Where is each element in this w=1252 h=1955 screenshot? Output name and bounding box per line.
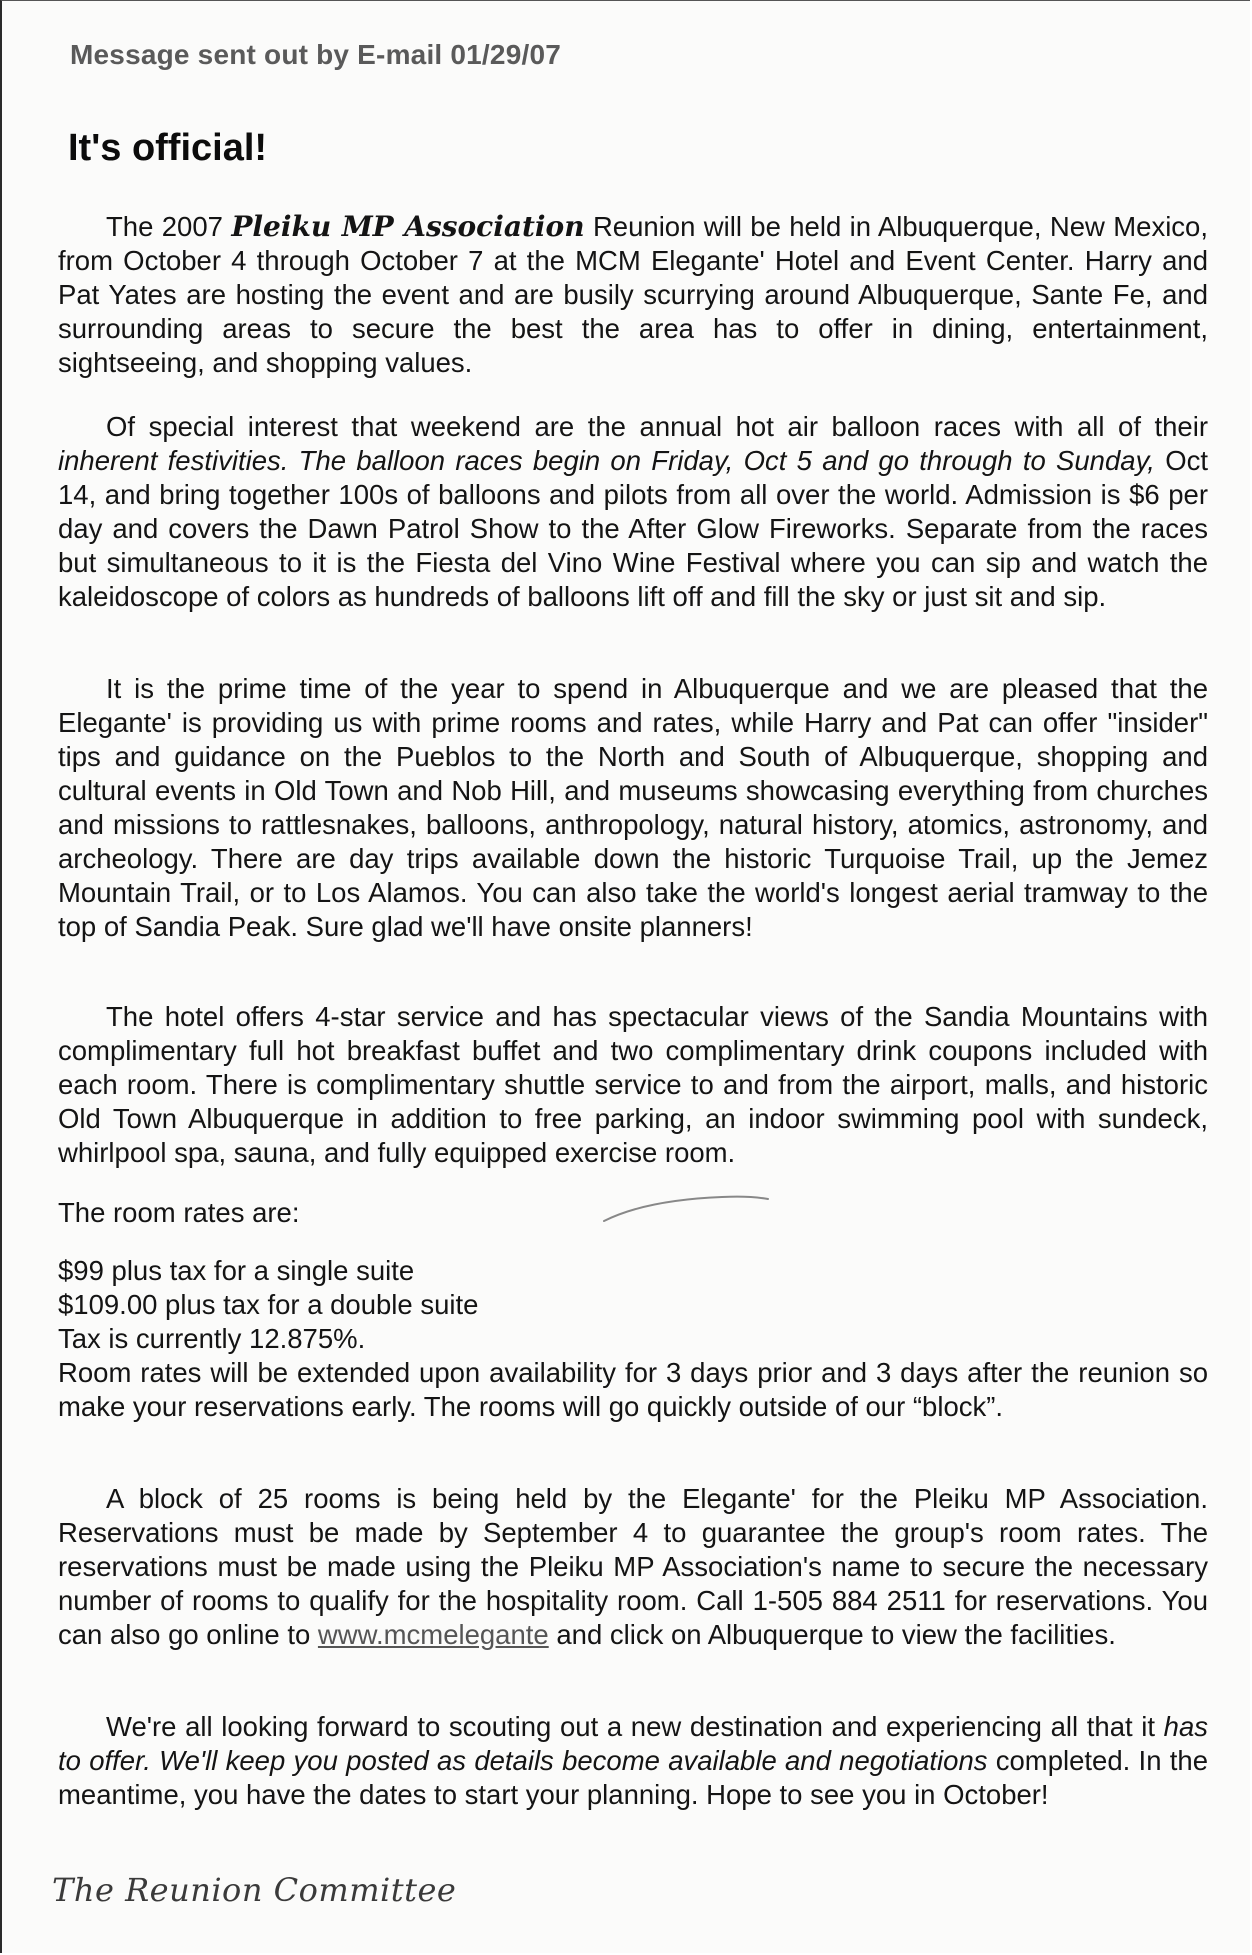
paragraph-lead: The 2007 xyxy=(106,211,223,242)
email-sent-line: Message sent out by E-mail 01/29/07 xyxy=(70,39,561,70)
paragraph-italic-part: has to offer. We'll keep you posted as details become available and negotiations xyxy=(58,1711,1208,1776)
tax-rate: Tax is currently 12.875%. xyxy=(58,1323,366,1354)
pen-mark xyxy=(602,1187,772,1227)
rate-double-suite: $109.00 plus tax for a double suite xyxy=(58,1289,479,1320)
signature: The Reunion Committee xyxy=(52,1871,457,1909)
rate-extension-note: Room rates will be extended upon availability for 3 days prior and 3 days after the reunion so make your reservations early. The rooms will go quickly outside of our “block”. xyxy=(58,1357,1208,1422)
paragraph-part: A block of 25 rooms is being held by the Elegante' for the Pleiku MP Association. Reservations must be made by September 4 to guarantee the group's room rates. The reservations must be made using the Pleiku MP Association's name to secure the necessary number of rooms to qualify for the hospitality room. Call 1-505 884 2511 for reservations. You can also go online to xyxy=(58,1483,1208,1650)
paragraph-rest: Reunion will be held in Albuquerque, New Mexico, from October 4 through October 7 at the MCM Elegante' Hotel and Event Center. Harry and Pat Yates are hosting the event and are busily scurrying around Albuquerque, Sante Fe, and surrounding areas to secure the best the area has to offer in dining, entertainment, sightseeing, and shopping values. xyxy=(58,211,1208,378)
rate-single-suite: $99 plus tax for a single suite xyxy=(58,1255,415,1286)
paragraph-prime-time: It is the prime time of the year to spend in Albuquerque and we are pleased that the Elegante' is providing us with prime rooms and rates, while Harry and Pat can offer "insider" tips and guidance on the Pueblos to the North and South of Albuquerque, shopping and cultural events in Old Town and Nob Hill, and museums showcasing everything from churches and missions to rattlesnakes, balloons, anthropology, natural history, atomics, astronomy, and archeology. There are day trips available down the historic Turquoise Trail, up the Jemez Mountain Trail, or to Los Alamos. You can also take the world's longest aerial tramway to the top of Sandia Peak. Sure glad we'll have onsite planners! xyxy=(58,673,1208,942)
paragraph-hotel-amenities: The hotel offers 4-star service and has spectacular views of the Sandia Mountains with complimentary full hot breakfast buffet and two complimentary drink coupons included with each room. There is complimentary shuttle service to and from the airport, malls, and historic Old Town Albuquerque in addition to free parking, an indoor swimming pool with sundeck, whirlpool spa, sauna, and fully equipped exercise room. xyxy=(58,1001,1208,1168)
paragraph-part: completed. In the meantime, you have the dates to start your planning. Hope to see you in October! xyxy=(58,1745,1208,1810)
paragraph-italic-part: inherent festivities. The balloon races begin on Friday, Oct 5 and go through to Sunday, xyxy=(58,445,1155,476)
paragraph-part: and click on Albuquerque to view the facilities. xyxy=(548,1619,1116,1650)
paragraph-part: Of special interest that weekend are the annual hot air balloon races with all of their xyxy=(106,411,1208,442)
paragraph-part: We're all looking forward to scouting out a new destination and experiencing all that it xyxy=(106,1711,1164,1742)
paragraph-part: Oct 14, and bring together 100s of balloons and pilots from all over the world. Admission is $6 per day and covers the Dawn Patrol Show to the After Glow Fireworks. Separate from the races but simultaneous to it is the Fiesta del Vino Wine Festival where you can sip and watch the kaleidoscope of colors as hundreds of balloons lift off and fill the sky or just sit and sip. xyxy=(58,445,1208,612)
paragraph-balloon-races xyxy=(58,410,1208,614)
hotel-website-link[interactable]: www.mcmelegante xyxy=(317,1619,549,1650)
paragraph-room-block xyxy=(58,1482,1208,1652)
paragraph-reunion-announcement xyxy=(58,210,1208,380)
association-name: Pleiku MP Association xyxy=(231,210,585,243)
paragraph-closing xyxy=(58,1710,1208,1812)
headline: It's official! xyxy=(68,127,268,169)
room-rates-intro: The room rates are: xyxy=(58,1197,300,1228)
